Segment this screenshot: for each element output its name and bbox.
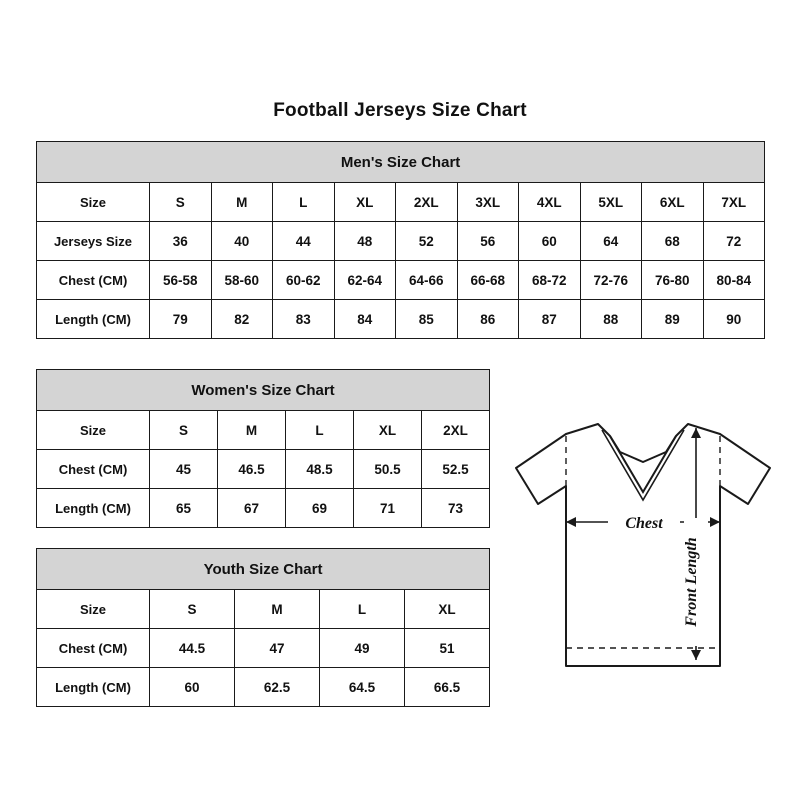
column-header: 4XL [519,183,581,222]
cell: 64.5 [320,668,405,707]
front-length-label: Front Length [683,537,700,627]
cell: 89 [642,300,704,339]
womens-size-table [36,369,490,528]
column-header: Size [37,183,150,222]
cell: 73 [422,489,490,528]
table-row [37,450,490,489]
cell: 79 [150,300,212,339]
column-header: 6XL [642,183,704,222]
row-label: Chest (CM) [37,261,150,300]
mens-size-table [36,141,765,339]
row-label: Jerseys Size [37,222,150,261]
cell: 52 [396,222,458,261]
youth-size-table [36,548,490,707]
cell: 45 [150,450,218,489]
cell: 83 [273,300,335,339]
chest-label: Chest [625,515,663,532]
column-header: 2XL [422,411,490,450]
jersey-measurement-diagram [498,400,788,690]
cell: 86 [457,300,519,339]
column-header: 5XL [580,183,642,222]
table-header-band [37,370,490,411]
column-header: XL [354,411,422,450]
table-row [37,629,490,668]
cell: 47 [235,629,320,668]
row-label: Length (CM) [37,489,150,528]
column-header: S [150,590,235,629]
row-label: Length (CM) [37,668,150,707]
cell: 56-58 [150,261,212,300]
cell: 44.5 [150,629,235,668]
cell: 71 [354,489,422,528]
cell: 88 [580,300,642,339]
cell: 82 [211,300,273,339]
mens-caption: Men's Size Chart [37,142,765,183]
cell: 62.5 [235,668,320,707]
cell: 50.5 [354,450,422,489]
column-header: XL [405,590,490,629]
table-row [37,222,765,261]
cell: 64 [580,222,642,261]
column-header: L [286,411,354,450]
cell: 46.5 [218,450,286,489]
column-header: L [273,183,335,222]
cell: 90 [703,300,765,339]
row-label: Chest (CM) [37,450,150,489]
table-row [37,668,490,707]
youth-caption: Youth Size Chart [37,549,490,590]
cell: 68 [642,222,704,261]
column-header: S [150,411,218,450]
table-row [37,261,765,300]
cell: 44 [273,222,335,261]
row-label: Length (CM) [37,300,150,339]
column-header: M [211,183,273,222]
cell: 72-76 [580,261,642,300]
cell: 68-72 [519,261,581,300]
row-label: Chest (CM) [37,629,150,668]
cell: 58-60 [211,261,273,300]
column-header: 3XL [457,183,519,222]
cell: 87 [519,300,581,339]
cell: 64-66 [396,261,458,300]
cell: 60 [150,668,235,707]
cell: 60 [519,222,581,261]
cell: 48 [334,222,396,261]
cell: 67 [218,489,286,528]
column-header: L [320,590,405,629]
cell: 36 [150,222,212,261]
cell: 66.5 [405,668,490,707]
cell: 52.5 [422,450,490,489]
column-header: 2XL [396,183,458,222]
table-header-band [37,549,490,590]
cell: 66-68 [457,261,519,300]
table-row [37,183,765,222]
table-row [37,300,765,339]
cell: 85 [396,300,458,339]
column-header: 7XL [703,183,765,222]
table-row [37,590,490,629]
cell: 48.5 [286,450,354,489]
page-title: Football Jerseys Size Chart [273,100,527,121]
table-header-band [37,142,765,183]
table-row [37,489,490,528]
cell: 69 [286,489,354,528]
cell: 60-62 [273,261,335,300]
column-header: Size [37,590,150,629]
table-row [37,411,490,450]
womens-caption: Women's Size Chart [37,370,490,411]
cell: 51 [405,629,490,668]
column-header: XL [334,183,396,222]
cell: 72 [703,222,765,261]
cell: 40 [211,222,273,261]
cell: 65 [150,489,218,528]
column-header: S [150,183,212,222]
cell: 62-64 [334,261,396,300]
cell: 80-84 [703,261,765,300]
column-header: M [235,590,320,629]
column-header: Size [37,411,150,450]
column-header: M [218,411,286,450]
cell: 84 [334,300,396,339]
cell: 76-80 [642,261,704,300]
cell: 49 [320,629,405,668]
cell: 56 [457,222,519,261]
shirt-outline [516,424,770,666]
